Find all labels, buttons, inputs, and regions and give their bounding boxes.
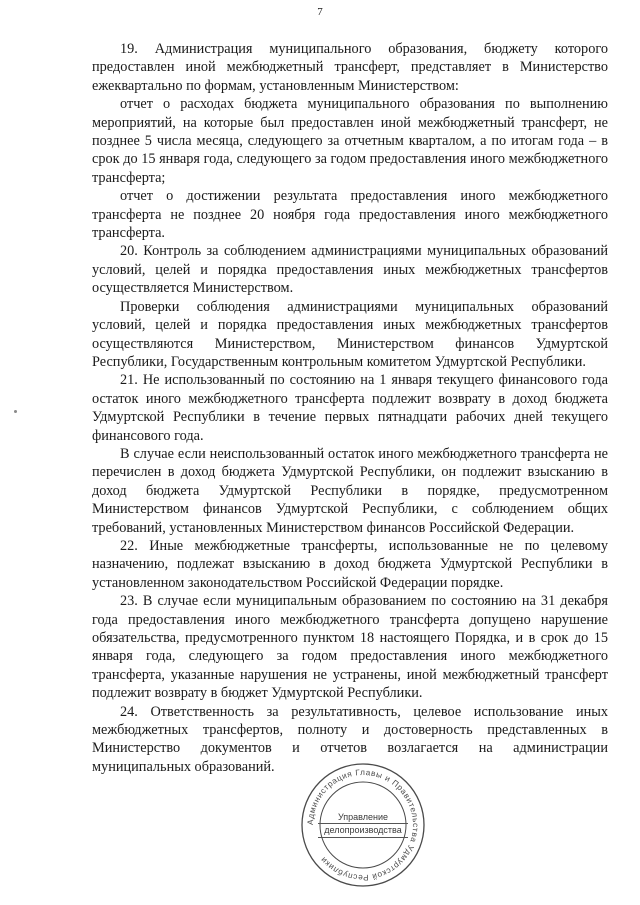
paragraph-23-violation: 23. В случае если муниципальным образованием по состоянию на 31 декабря года предоставления иного межбюджетного трансферта допущено нарушение обязательства, предусмотренного пунктом 18 настоящего Порядка, и в срок до 15 января года, следующего за годом предоставления иного межбюджетного трансферта, указанные нарушения не устранены, иной межбюджетный трансферт подлежит возврату в бюджет Удмуртской Республики.: [92, 593, 608, 702]
stamp-line-2: делопроизводства: [318, 823, 408, 838]
page-number: 7: [317, 6, 323, 18]
paragraph-19-intro: 19. Администрация муниципального образования, бюджету которого предоставлен иной межбюджетный трансферт, представляет в Министерство ежеквартально по формам, установленным Министерством:: [92, 41, 608, 94]
stamp-center-label: [318, 812, 408, 838]
paragraph-19-result-report: отчет о достижении результата предоставления иного межбюджетного трансферта не позднее 20 ноября года предоставления иного межбюджетного трансферта.: [92, 188, 608, 242]
margin-dot: [14, 410, 17, 413]
stamp-ring-text: Администрация Главы и Правительства Удмуртской Республики: [305, 767, 421, 883]
paragraph-20-control: 20. Контроль за соблюдением администрациями муниципальных образований условий, целей и порядка предоставления иных межбюджетных трансфертов осуществляется Министерством.: [92, 243, 608, 297]
paragraph-20-inspections: Проверки соблюдения администрациями муниципальных образований условий, целей и порядка предоставления иных межбюджетных трансфертов осуществляются Министерством, Министерством финансов Удмуртской Республики, Государственным контрольным комитетом Удмуртской Республики.: [92, 298, 608, 370]
stamp-line-1: Управление: [337, 812, 389, 822]
document-body: [92, 40, 608, 776]
paragraph-21-recovery: В случае если неиспользованный остаток иного межбюджетного трансферта не перечислен в доход бюджета Удмуртской Республики, он подлежит взысканию в доход бюджета Удмуртской Республики в порядке, предусмотренном Министерством финансов Удмуртской Республики, с соблюдением общих требований, установленных Министерством финансов Российской Федерации.: [92, 445, 608, 536]
paragraph-24-responsibility: 24. Ответственность за результативность, целевое использование иных межбюджетных трансфертов, полноту и достоверность представленных в Министерство документов и отчетов возлагается на администрации муниципальных образований.: [92, 703, 608, 775]
paragraph-22-misuse: 22. Иные межбюджетные трансферты, использованные не по целевому назначению, подлежат взысканию в доход бюджета Удмуртской Республики в установленном законодательством Российской Федерации порядке.: [92, 537, 608, 591]
paragraph-21-unused-balance: 21. Не использованный по состоянию на 1 января текущего финансового года остаток иного межбюджетного трансферта подлежит возврату в доход бюджета Удмуртской Республики в течение первых пятнадцати рабочих дней текущего финансового года.: [92, 372, 608, 444]
paragraph-19-expenses-report: отчет о расходах бюджета муниципального образования по выполнению мероприятий, на которые был предоставлен иной межбюджетный трансферт, не позднее 5 числа месяца, следующего за отчетным кварталом, а по итогам года – в срок до 15 января года, следующего за годом предоставления иного межбюджетного трансферта;: [92, 96, 608, 186]
